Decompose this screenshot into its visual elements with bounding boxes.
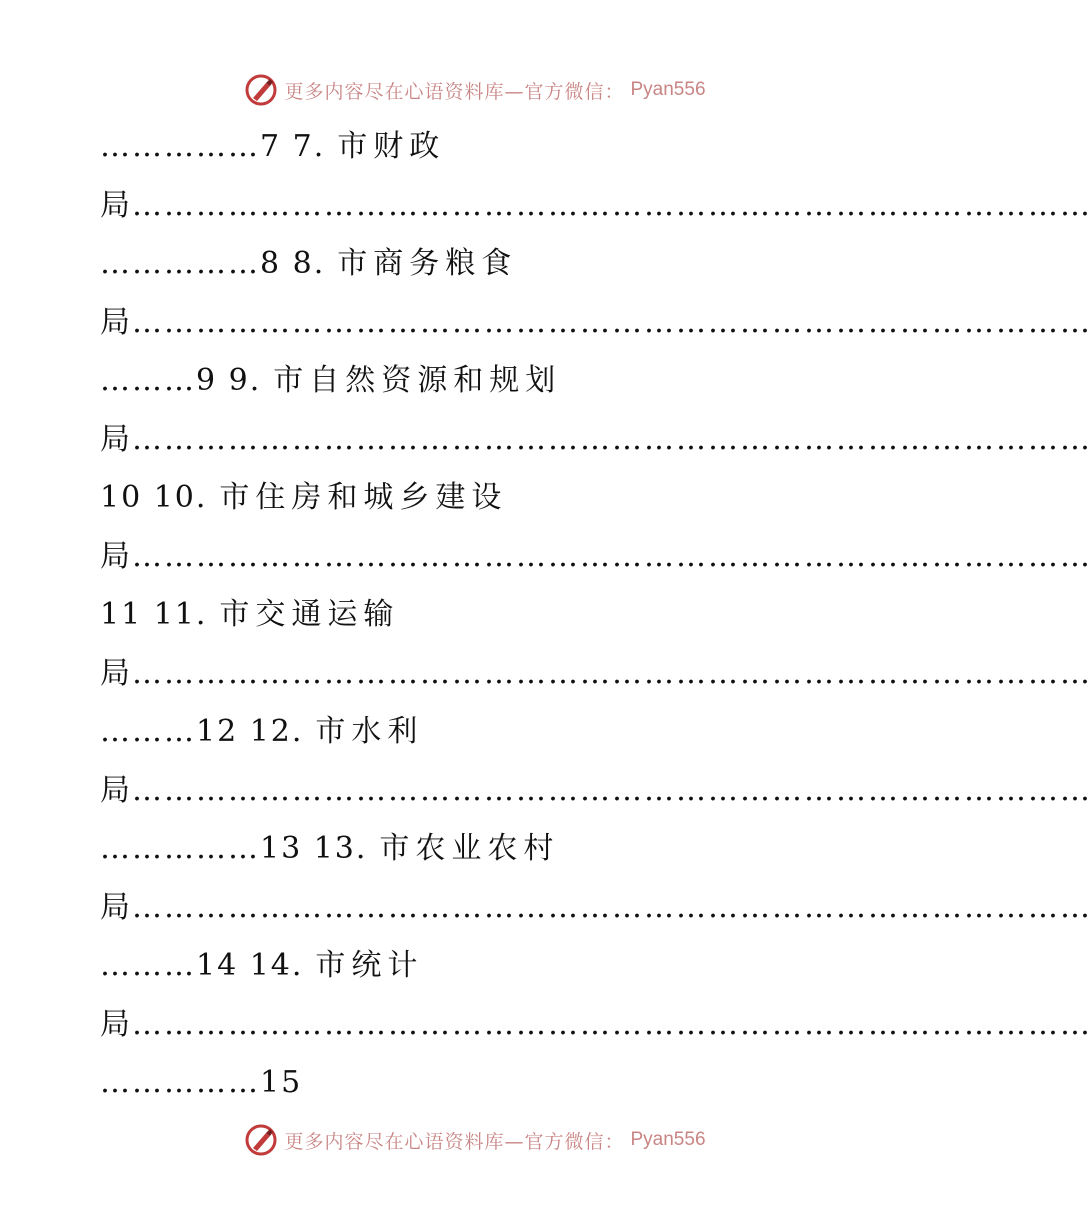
- watermark-wechat-id: Pyan556: [630, 79, 706, 100]
- footer-watermark: [0, 1120, 950, 1160]
- toc-row: 局………………………………………………………………………………: [100, 772, 1092, 808]
- toc-row: ……………8 8. 市商务粮食: [100, 246, 518, 281]
- toc-row: ……………15: [100, 1065, 303, 1100]
- watermark-text: 更多内容尽在心语资料库—官方微信：: [284, 1130, 625, 1153]
- toc-row: 局………………………………………………………………………………: [100, 187, 1092, 223]
- toc-row: 局………………………………………………………………………………: [100, 1006, 1092, 1042]
- toc-row: ……………13 13. 市农业农村: [100, 831, 560, 866]
- table-of-contents: [100, 118, 1092, 1113]
- toc-row: ……………7 7. 市财政: [100, 129, 446, 164]
- toc-row: ………9 9. 市自然资源和规划: [100, 363, 562, 398]
- toc-row: 10 10. 市住房和城乡建设: [100, 480, 508, 515]
- header-watermark: [0, 70, 950, 110]
- toc-row: ………12 12. 市水利: [100, 714, 424, 749]
- toc-row: 局………………………………………………………………………………: [100, 304, 1092, 340]
- toc-row: 局………………………………………………………………………………: [100, 421, 1092, 457]
- toc-row: ………14 14. 市统计: [100, 948, 424, 983]
- toc-row: 局………………………………………………………………………………: [100, 655, 1092, 691]
- watermark-wechat-id: Pyan556: [630, 1129, 706, 1150]
- pen-logo-icon: [244, 1123, 278, 1157]
- pen-logo-icon: [244, 73, 278, 107]
- watermark-text: 更多内容尽在心语资料库—官方微信：: [284, 80, 625, 103]
- toc-row: 局………………………………………………………………………………: [100, 538, 1092, 574]
- toc-row: 局………………………………………………………………………………: [100, 889, 1092, 925]
- toc-row: 11 11. 市交通运输: [100, 597, 400, 632]
